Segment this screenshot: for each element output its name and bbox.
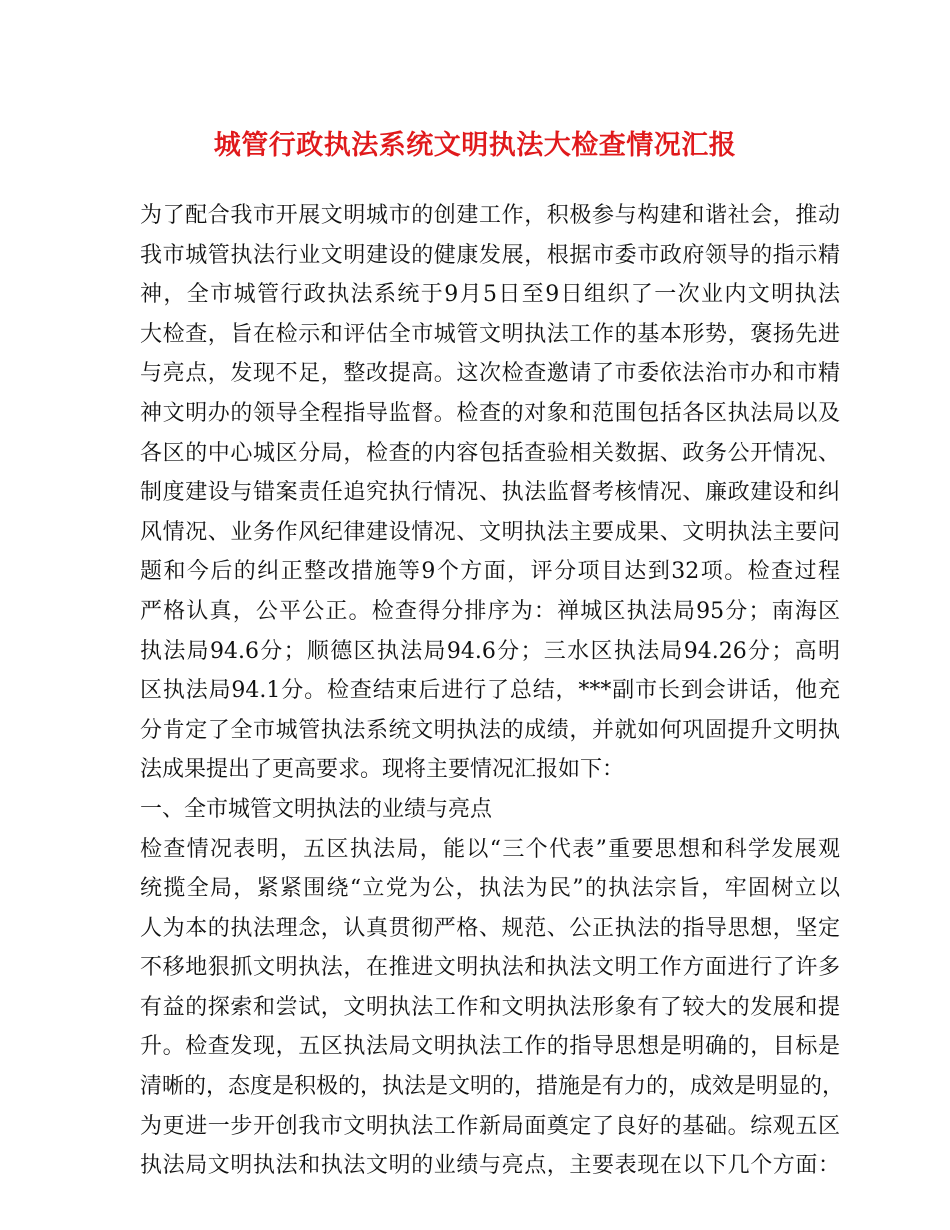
- text-line: 大检查，旨在检示和评估全市城管文明执法工作的基本形势，褒扬先进: [140, 321, 840, 347]
- text-line: 严格认真，公平公正。检查得分排序为：禅城区执法局95分；南海区: [140, 598, 840, 624]
- text-line: 风情况、业务作风纪律建设情况、文明执法主要成果、文明执法主要问: [140, 519, 840, 545]
- text-line: 为更进一步开创我市文明执法工作新局面奠定了良好的基础。综观五区: [140, 1113, 840, 1139]
- text-line: 区执法局94.1分。检查结束后进行了总结，***副市长到会讲话，他充: [140, 678, 840, 704]
- text-line: 制度建设与错案责任追究执行情况、执法监督考核情况、廉政建设和纠: [140, 480, 840, 506]
- text-line: 有益的探索和尝试，文明执法工作和文明执法形象有了较大的发展和提: [140, 994, 840, 1020]
- text-line: 分肯定了全市城管执法系统文明执法的成绩，并就如何巩固提升文明执: [140, 717, 840, 743]
- text-line: 统揽全局，紧紧围绕“立党为公，执法为民”的执法宗旨，牢固树立以: [140, 876, 840, 902]
- text-line: 神文明办的领导全程指导监督。检查的对象和范围包括各区执法局以及: [140, 400, 840, 426]
- text-line: 法成果提出了更高要求。现将主要情况汇报如下：: [140, 757, 625, 783]
- text-line: 神，全市城管行政执法系统于9月5日至9日组织了一次业内文明执法: [140, 282, 840, 308]
- text-line: 为了配合我市开展文明城市的创建工作，积极参与构建和谐社会，推动: [140, 203, 840, 228]
- text-line: 清晰的，态度是积极的，执法是文明的，措施是有力的，成效是明显的，: [140, 1074, 845, 1100]
- text-line: 不移地狠抓文明执法，在推进文明执法和执法文明工作方面进行了许多: [140, 955, 840, 981]
- text-line: 执法局文明执法和执法文明的业绩与亮点，主要表现在以下几个方面：: [140, 1153, 840, 1179]
- text-line: 题和今后的纠正整改措施等9个方面，评分项目达到32项。检查过程: [140, 559, 840, 585]
- text-line: 升。检查发现，五区执法局文明执法工作的指导思想是明确的，目标是: [140, 1034, 840, 1060]
- text-line: 执法局94.6分；顺德区执法局94.6分；三水区执法局94.26分；高明: [140, 638, 840, 664]
- document-title: 城管行政执法系统文明执法大检查情况汇报: [213, 130, 737, 161]
- document-body: [140, 196, 845, 1186]
- text-line: 一、全市城管文明执法的业绩与亮点: [140, 796, 493, 822]
- text-line: 各区的中心城区分局，检查的内容包括查验相关数据、政务公开情况、: [140, 440, 840, 466]
- text-line: 人为本的执法理念，认真贯彻严格、规范、公正执法的指导思想，坚定: [140, 915, 840, 941]
- text-line: 检查情况表明，五区执法局，能以“三个代表”重要思想和科学发展观: [140, 836, 840, 862]
- text-line: 与亮点，发现不足，整改提高。这次检查邀请了市委依法治市办和市精: [140, 361, 840, 387]
- text-line: 我市城管执法行业文明建设的健康发展，根据市委市政府领导的指示精: [140, 242, 840, 268]
